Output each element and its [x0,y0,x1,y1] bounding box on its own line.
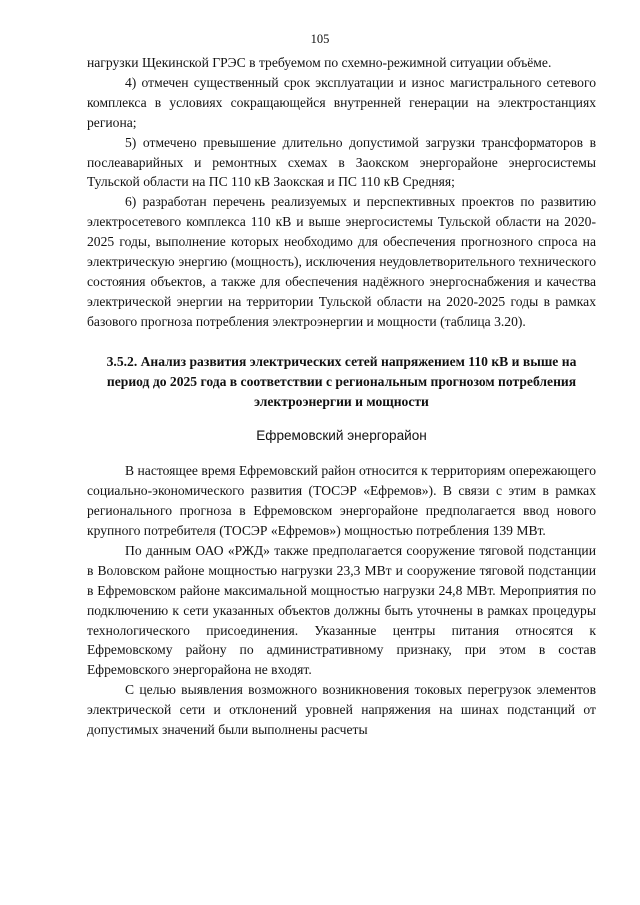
section-heading: 3.5.2. Анализ развития электрических сетей напряжением 110 кВ и выше на период до 2025 года в соответствии с региональным прогнозом потребления электроэнергии и мощности [106,353,577,409]
body-text [87,53,596,740]
paragraph-rzd: По данным ОАО «РЖД» также предполагается сооружение тяговой подстанции в Воловском районе мощностью нагрузки 23,3 МВт и сооружение тяговой подстанции в Ефремовском районе максимальной мощностью нагрузки 24,8 МВт. Мероприятия по подключению к сети указанных объектов должны быть уточнены в рамках процедуры технологического присоединения. Указанные центры питания относятся к Ефремовскому району по административному признаку, при этом в состав Ефремовского энергорайона не входят. [87,542,596,678]
subsection-title: Ефремовский энергорайон [256,428,427,444]
paragraph-item-5: 5) отмечено превышение длительно допустимой загрузки трансформаторов в послеаварийных и ремонтных схемах в Заокском энергорайоне энергосистемы Тульской области на ПС 110 кВ Заокская и ПС 110 кВ Средняя; [87,134,596,190]
paragraph-continuation: нагрузки Щекинской ГРЭС в требуемом по схемно-режимной ситуации объёме. [87,55,552,70]
paragraph-item-4: 4) отмечен существенный срок эксплуатации и износ магистрального сетевого комплекса в условиях сокращающейся внутренней генерации на электростанциях региона; [87,74,596,130]
page-number: 105 [310,32,330,46]
paragraph-tosep: В настоящее время Ефремовский район относится к территориям опережающего социально-экономического развития (ТОСЭР «Ефремов»). В связи с этим в рамках регионального прогноза в Ефремовском энергорайоне предполагается ввод нового крупного потребителя (ТОСЭР «Ефремов») мощностью потребления 139 МВт. [87,463,596,539]
paragraph-item-6: 6) разработан перечень реализуемых и перспективных проектов по развитию электросетевого комплекса 110 кВ и выше энергосистемы Тульской области на 2020-2025 годы, выполнение которых необходимо для обеспечения прогнозного спроса на электрическую энергию (мощность), исключения неудовлетворительного технического состояния объектов, а также для обеспечения надёжного энергоснабжения и качества электрической энергии на территории Тульской области на 2020-2025 годы в рамках базового прогноза потребления электроэнергии и мощности (таблица 3.20). [87,194,596,329]
paragraph-calculations: С целью выявления возможного возникновения токовых перегрузок элементов электрической сети и отклонений уровней напряжения на шинах подстанций от допустимых значений были выполнены расчеты [87,682,596,738]
